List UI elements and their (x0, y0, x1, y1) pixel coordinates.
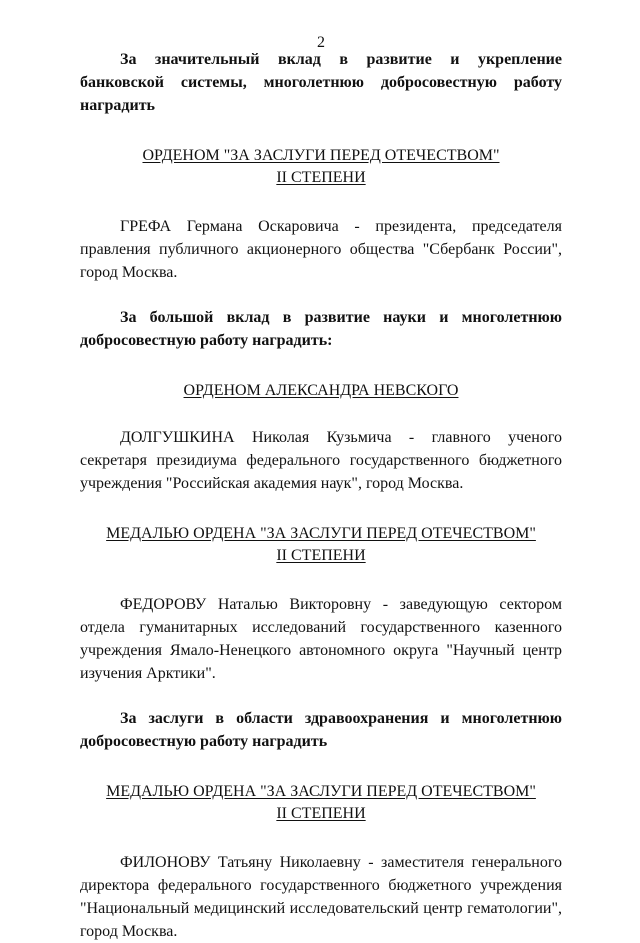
award-degree (80, 545, 562, 567)
award-degree (80, 803, 562, 825)
award-title-line: ОРДЕНОМ АЛЕКСАНДРА НЕВСКОГО (183, 382, 459, 399)
award-title-line: МЕДАЛЬЮ ОРДЕНА "ЗА ЗАСЛУГИ ПЕРЕД ОТЕЧЕСТВОМ" (106, 525, 536, 542)
award-degree (80, 167, 562, 189)
award-title-line: МЕДАЛЬЮ ОРДЕНА "ЗА ЗАСЛУГИ ПЕРЕД ОТЕЧЕСТВОМ" (106, 783, 536, 800)
award-reason-heading: За заслуги в области здравоохранения и многолетнюю добросовестную работу наградить (80, 710, 562, 750)
page-number: 2 (317, 34, 325, 51)
award-degree-line: II СТЕПЕНИ (276, 547, 366, 564)
recipient-paragraph: ФЕДОРОВУ Наталью Викторовну - заведующую сектором отдела гуманитарных исследований государственного казенного учреждения Ямало-Ненецкого автономного округа "Научный центр изучения Арктики". (80, 596, 562, 682)
award-title (80, 781, 562, 803)
award-degree-line: II СТЕПЕНИ (276, 169, 366, 186)
recipient-paragraph: ДОЛГУШКИНА Николая Кузьмича - главного ученого секретаря президиума федерального государственного бюджетного учреждения "Российская академия наук", город Москва. (80, 429, 562, 492)
award-title (80, 380, 562, 402)
award-title-line: ОРДЕНОМ "ЗА ЗАСЛУГИ ПЕРЕД ОТЕЧЕСТВОМ" (142, 147, 500, 164)
recipient-paragraph: ГРЕФА Германа Оскаровича - президента, председателя правления публичного акционерного общества "Сбербанк России", город Москва. (80, 218, 562, 281)
award-reason-heading: За большой вклад в развитие науки и многолетнюю добросовестную работу наградить: (80, 309, 562, 349)
award-degree-line: II СТЕПЕНИ (276, 805, 366, 822)
award-title (80, 145, 562, 167)
award-title (80, 523, 562, 545)
recipient-paragraph: ФИЛОНОВУ Татьяну Николаевну - заместителя генерального директора федерального государственного бюджетного учреждения "Национальный медицинский исследовательский центр гематологии", город Москва. (80, 854, 562, 940)
award-reason-heading: За значительный вклад в развитие и укрепление банковской системы, многолетнюю добросовестную работу наградить (80, 51, 562, 114)
